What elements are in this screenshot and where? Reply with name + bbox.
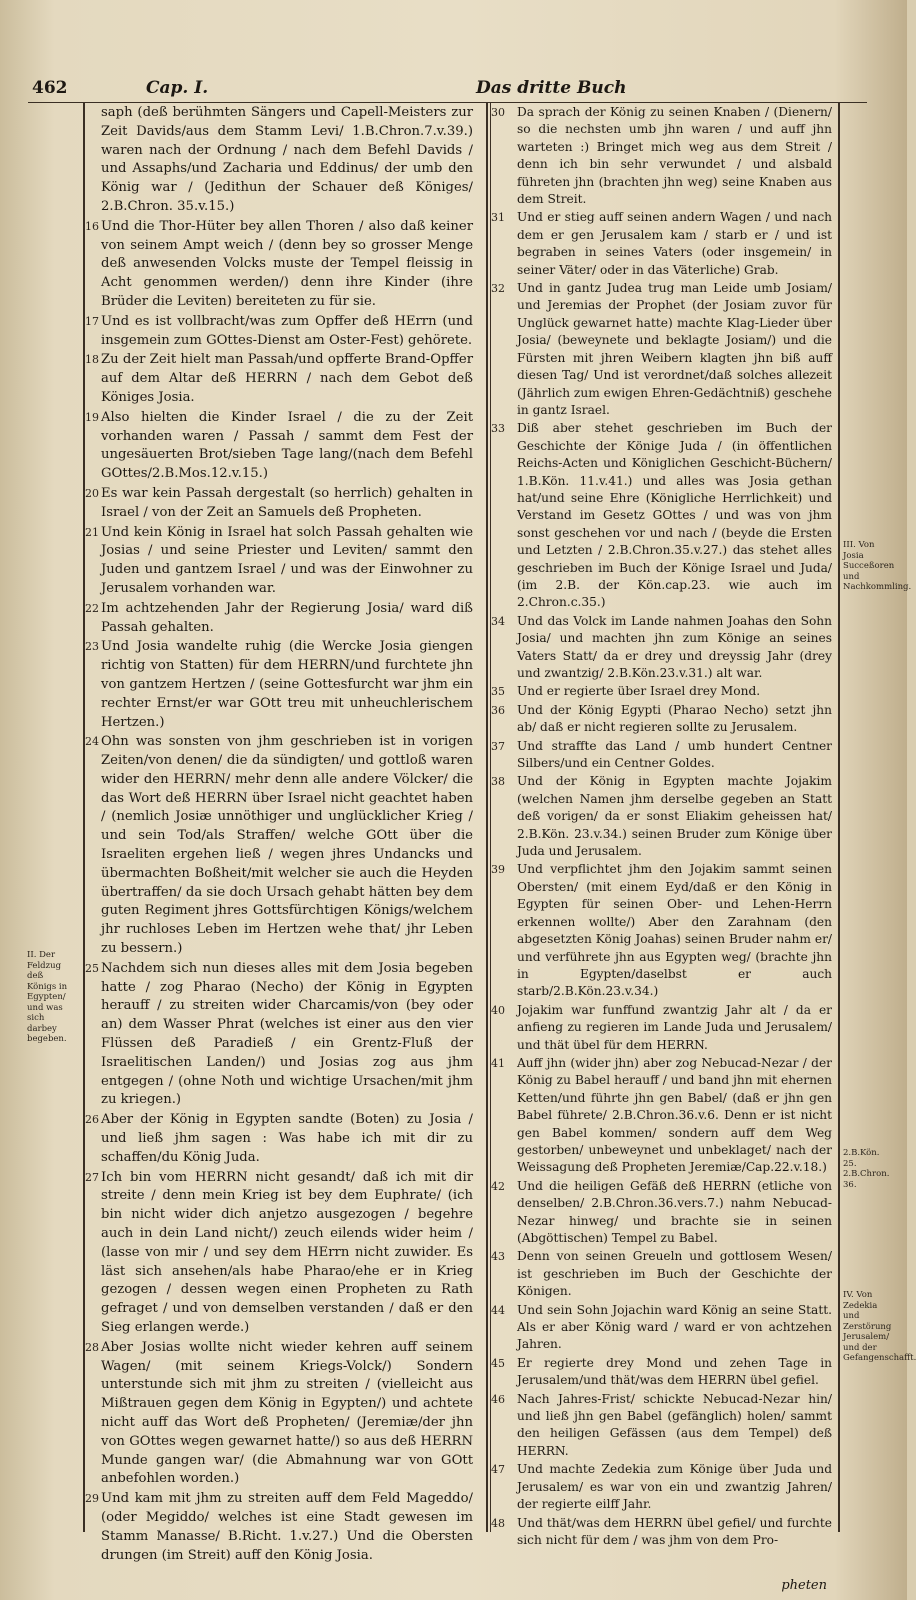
verse-number: 38 <box>491 775 505 789</box>
verse <box>85 638 473 732</box>
verse-number: 36 <box>491 703 505 717</box>
verse-text: Ohn was sonsten von jhm geschrieben ist in vorigen Zeiten/von denen/ die da sündigten/ und gottloß waren wider den HERRN/ mehr denn alle andere Völcker/ die das Wort deß HERRN über Israel nicht geachtet haben / (nemlich Josiæ unnöthiger und unglücklicher Krieg / und sein Tod/als Straffen/ welche GOtt über die Israeliten ergehen ließ / wegen jhres Undancks und übermachten Boßheit/mit welcher sie auch die Heyden übertraffen/ da sie doch Ursach gehabt hätten bey dem guten Regiment jhres Gottsfürchtigen Königs/welchem jhr ruchloses Leben im Hertzen wehe that/ jhr Leben zu bessern.) <box>101 734 473 957</box>
verse-number: 22 <box>85 601 99 615</box>
verse-text: Da sprach der König zu seinen Knaben / (Dienern/ so die nechsten umb jhn waren / und auff jhn warteten :) Bringet mich weg aus dem Streit / denn ich bin sehr verwundet / und alsbald führeten jhn (brachten jhn weg) seine Knaben aus dem Streit. <box>517 105 832 207</box>
verse-text: Und sein Sohn Jojachin ward König an seine Statt. Als er aber König ward / ward er von achtzehen Jahren. <box>517 1302 832 1352</box>
verse <box>491 1391 832 1461</box>
verse-text: Und es ist vollbracht/was zum Opffer deß HErrn (und insgemein zum GOttes-Dienst am Oster-Fest) gehörete. <box>101 313 473 348</box>
verse-number: 18 <box>85 353 99 367</box>
verse-text: Und Josia wandelte ruhig (die Wercke Josia giengen richtig von Statten) für dem HERRN/und furchtete jhn von gantzem Hertzen / (seine Gottesfurcht war jhm ein rechter Ernst/er war GOtt treu mit unheuchlerischem Hertzen.) <box>101 639 473 730</box>
verse-text: Auff jhn (wider jhn) aber zog Nebucad-Nezar / der König zu Babel herauff / und band jhn mit ehernen Ketten/und führte jhn gen Babel/ (daß er jhn gen Babel führete/ 2.B.Chron.36.v.6. Denn er ist nicht gen Babel kommen/ sondern auff dem Weg gestorben/ unbeweynet und unbeklaget/ nach der Weissagung deß Propheten Jeremiæ/Cap.22.v.18.) <box>517 1055 832 1175</box>
verse-number: 20 <box>85 486 99 500</box>
catchword: pheten <box>781 1578 827 1593</box>
verse-text: Und kein König in Israel hat solch Passah gehalten wie Josias / und seine Priester und Leviten/ sammt den Juden und gantzem Israel / und was der Einwohner zu Jerusalem vorhanden war. <box>101 524 473 596</box>
verse-number: 17 <box>85 314 99 328</box>
verse-text: Und machte Zedekia zum Könige über Juda und Jerusalem/ es war von ein und zwantzig Jahren/ der regierte eilff Jahr. <box>517 1462 832 1512</box>
verse-number: 27 <box>85 1170 99 1184</box>
verse-number: 37 <box>491 739 505 753</box>
right-column <box>491 104 832 1550</box>
verse-text: Nach Jahres-Frist/ schickte Nebucad-Nezar hin/ und ließ jhn gen Babel (gefänglich) holen/ sammt den heiligen Gefässen (aus dem Tempel) deß HERRN. <box>517 1391 832 1458</box>
verse-text: Aber der König in Egypten sandte (Boten) zu Josia / und ließ jhm sagen : Was habe ich mit dir zu schaffen/du König Juda. <box>101 1112 473 1165</box>
margin-note-left: II. Der Feldzug deß Königs in Egypten/ und was sich darbey begeben. <box>27 950 68 1044</box>
verse <box>491 861 832 1000</box>
margin-note-right-3: IV. Von Zedekia und Zerstörung Jerusalem/ und der Gefangenschafft. <box>843 1290 916 1363</box>
running-header <box>28 74 867 103</box>
verse <box>491 1515 832 1550</box>
verse-text: Aber Josias wollte nicht wieder kehren auff seinem Wagen/ (mit seinem Kriegs-Volck/) Sondern unterstunde sich mit jhm zu streiten / (vielleicht aus Mißtrauen gegen dem König in Egypten/) und achtete nicht auff das Wort deß Propheten/ (Jeremiæ/der jhn von GOttes wegen gewarnet hatte/) so aus deß HERRN Munde gangen war/ (die Abmahnung war von GOtt anbefohlen worden.) <box>101 1339 473 1487</box>
running-title: Das dritte Buch <box>476 78 627 98</box>
verse-number: 44 <box>491 1303 505 1317</box>
verse <box>491 738 832 773</box>
right-margin-rule <box>838 102 840 1532</box>
verse-text: Und in gantz Judea trug man Leide umb Josiam/ und Jeremias der Prophet (der Josiam zuvor für Unglück gewarnet hatte) machte Klag-Lieder über Josia/ (beweynete und beklagte Josiam/) und die Fürsten mit jhren Weibern klagten jhn biß auff diesen Tag/ Und ist verordnet/daß solches allezeit (Jährlich zum ewigen Ehren-Gedächtniß) geschehe in gantz Israel. <box>517 281 832 417</box>
verse <box>491 1248 832 1300</box>
verse <box>85 1111 473 1167</box>
margin-note-right-2: 2.B.Kön. 25. 2.B.Chron. 36. <box>843 1148 890 1190</box>
verse-text: Ich bin vom HERRN nicht gesandt/ daß ich mit dir streite / denn mein Krieg ist bey dem Euphrate/ (ich bin nicht wider dich anjetzo ausgezogen / begehre auch in dein Land nicht/) zeuch eilends wider heim / (lasse von mir / und sey dem HErrn nicht zuwider. Es läst sich ansehen/als habe Pharao/ehe er in Krieg gezogen / dessen wegen einen Propheten zu Rath gefraget / und von demselben verstanden / daß er den Sieg erlangen werde.) <box>101 1169 473 1335</box>
verse <box>85 313 473 351</box>
verse-number: 19 <box>85 410 99 424</box>
verse <box>491 1178 832 1248</box>
verse <box>85 218 473 312</box>
verse-text: Und thät/was dem HERRN übel gefiel/ und furchte sich nicht für dem / was jhm von dem Pro- <box>517 1515 832 1547</box>
verse-number: 28 <box>85 1340 99 1354</box>
verse <box>491 683 832 700</box>
verse-number: 43 <box>491 1250 505 1264</box>
verse <box>491 1055 832 1177</box>
verse-text: Im achtzehenden Jahr der Regierung Josia/ ward diß Passah gehalten. <box>101 600 473 635</box>
verse-number: 45 <box>491 1356 505 1370</box>
left-column <box>85 104 473 1566</box>
verse-number: 31 <box>491 211 505 225</box>
verse-number: 48 <box>491 1516 505 1530</box>
verse <box>491 1355 832 1390</box>
verse-text: Und er regierte über Israel drey Mond. <box>517 684 761 699</box>
verse <box>85 524 473 599</box>
verse <box>85 1339 473 1489</box>
verse <box>85 351 473 407</box>
verse-number: 16 <box>85 219 99 233</box>
verse-number: 30 <box>491 106 505 119</box>
verse-text: Und straffte das Land / umb hundert Centner Silbers/und ein Centner Goldes. <box>517 738 832 771</box>
page-number: 462 <box>32 78 68 98</box>
verse-text: Also hielten die Kinder Israel / die zu der Zeit vorhanden waren / Passah / sammt dem Fest der ungesäuerten Brot/sieben Tage lang/(nach dem Befehl GOttes/2.B.Mos.12.v.15.) <box>101 409 473 482</box>
verse-text: Und verpflichtet jhm den Jojakim sammt seinen Obersten/ (mit einem Eyd/daß er den König in Egypten für seinen Ober- und Lehen-Herrn erkennen wollte/) Aber den Zarahnam (den abgesetzten König Joahas) seinen Bruder nahm er/ und verführete jhn aus Egypten weg/ (brachte jhn in Egypten/daselbst er auch starb/2.B.Kön.23.v.34.) <box>517 862 832 999</box>
verse-text: Und kam mit jhm zu streiten auff dem Feld Mageddo/ (oder Megiddo/ welches ist eine Stadt gewesen im Stamm Manasse/ B.Richt. 1.v.27.) Und die Obersten drungen (im Streit) auff den König Josia. <box>101 1491 473 1563</box>
verse-text: Er regierte drey Mond und zehen Tage in Jerusalem/und thät/was dem HERRN übel gefiel. <box>517 1355 832 1388</box>
verse-number: 29 <box>85 1492 99 1506</box>
verse-text: Und der König in Egypten machte Jojakim (welchen Namen jhm derselbe gegeben an Statt deß vorigen/ da er sonst Eliakim geheissen hat/ 2.B.Kön. 23.v.34.) seinen Bruder zum Könige über Juda und Jerusalem. <box>517 774 832 859</box>
verse-number: 47 <box>491 1463 505 1477</box>
center-rule-left <box>486 102 488 1532</box>
verse-number: 34 <box>491 614 505 628</box>
verse <box>491 209 832 279</box>
verse-text: Denn von seinen Greueln und gottlosem Wesen/ ist geschrieben im Buch der Geschichte der Königen. <box>517 1249 832 1299</box>
verse <box>85 1490 473 1565</box>
verse-number: 26 <box>85 1113 99 1127</box>
verse <box>491 1002 832 1054</box>
verse <box>85 960 473 1110</box>
verse <box>491 420 832 611</box>
verse <box>491 702 832 737</box>
verse-text: saph (deß berühmten Sängers und Capell-Meisters zur Zeit Davids/aus dem Stamm Levi/ 1.B.Chron.7.v.39.) waren nach der Ordnung / nach dem Befehl Davids / und Assaphs/und Zacharia und Eddinus/ der umb den König war / (Jedithun der Schauer deß Königes/ 2.B.Chron. 35.v.15.) <box>101 105 473 214</box>
verse-number: 33 <box>491 422 505 436</box>
verse <box>491 280 832 419</box>
verse <box>85 733 473 959</box>
verse-text: Nachdem sich nun dieses alles mit dem Josia begeben hatte / zog Pharao (Necho) der König in Egypten herauff / zu streiten wider Charcamis/von (bey oder an) dem Wasser Phrat (welches ist einer aus den vier Flüssen deß Paradieß / ein Grentz-Fluß der Israelitischen Landen/) und Josias zog aus jhm entgegen / (ohne Noth und wichtige Ursachen/mit jhm zu kriegen.) <box>101 960 473 1108</box>
verse <box>491 613 832 683</box>
verse-number: 23 <box>85 640 99 654</box>
verse-number: 35 <box>491 685 505 699</box>
verse <box>101 104 473 217</box>
verse-text: Und die Thor-Hüter bey allen Thoren / also daß keiner von seinem Ampt weich / (denn bey so grosser Menge deß anwesenden Volcks muste der Tempel fleissig in Acht genommen werden/) denn ihre Kinder (ihre Brüder die Leviten) bereiteten zu für sie. <box>101 218 473 309</box>
verse-number: 41 <box>491 1056 505 1070</box>
verse-text: Und das Volck im Lande nahmen Joahas den Sohn Josia/ und machten jhn zum Könige an seines Vaters Statt/ da er drey und dreyssig Jahr (drey und zwantzig/ 2.B.Kön.23.v.31.) alt war. <box>517 613 832 680</box>
verse-number: 24 <box>85 735 99 749</box>
verse-text: Und die heiligen Gefäß deß HERRN (etliche von denselben/ 2.B.Chron.36.vers.7.) nahm Nebucad-Nezar hinweg/ und brachte sie in seinen (Abgöttischen) Tempel zu Babel. <box>517 1178 832 1245</box>
verse <box>491 1302 832 1354</box>
verse-text: Und er stieg auff seinen andern Wagen / und nach dem er gen Jerusalem kam / starb er / und ist begraben in seines Vaters (oder insgemein/ in seiner Väter/ oder in das Väterliche) Grab. <box>517 210 832 277</box>
verse-number: 21 <box>85 525 99 539</box>
verse-number: 40 <box>491 1003 505 1017</box>
verse <box>491 104 832 208</box>
verse <box>85 600 473 638</box>
verse-text: Zu der Zeit hielt man Passah/und opfferte Brand-Opffer auf dem Altar deß HERRN / nach dem Gebot deß Königes Josia. <box>101 352 473 405</box>
verse-number: 25 <box>85 961 99 975</box>
verse-number: 42 <box>491 1179 505 1193</box>
verse-number: 39 <box>491 863 505 877</box>
verse <box>491 773 832 860</box>
verse <box>85 1169 473 1338</box>
chapter-label: Cap. I. <box>146 78 209 98</box>
verse-text: Und der König Egypti (Pharao Necho) setzt jhn ab/ daß er nicht regieren sollte zu Jerusalem. <box>517 702 832 735</box>
verse-number: 32 <box>491 282 505 296</box>
verse-text: Es war kein Passah dergestalt (so herrlich) gehalten in Israel / von der Zeit an Samuels deß Propheten. <box>101 485 473 520</box>
margin-note-right-1: III. Von Josia Succeßoren und Nachkommling. <box>843 540 912 592</box>
verse <box>491 1461 832 1513</box>
verse-text: Diß aber stehet geschrieben im Buch der Geschichte der Könige Juda / (in öffentlichen Reichs-Acten und Königlichen Geschicht-Büchern/ 1.B.Kön. 11.v.41.) und alles was Josia gethan hat/und seine Ehre (Königliche Herrlichkeit) und Verstand im Gesetz GOttes / und was von jhm sonst geschehen vor und nach / (beyde die Ersten und Letzten / 2.B.Chron.35.v.27.) das stehet alles geschrieben im Buch der Könige Israel und Juda/ (im 2.B. der Kön.cap.23. wie auch im 2.Chron.c.35.) <box>517 421 832 610</box>
verse-number: 46 <box>491 1392 505 1406</box>
verse-text: Jojakim war funffund zwantzig Jahr alt / da er anfieng zu regieren im Lande Juda und Jerusalem/ und thät übel für dem HERRN. <box>517 1002 832 1052</box>
verse <box>85 409 473 484</box>
verse <box>85 485 473 523</box>
